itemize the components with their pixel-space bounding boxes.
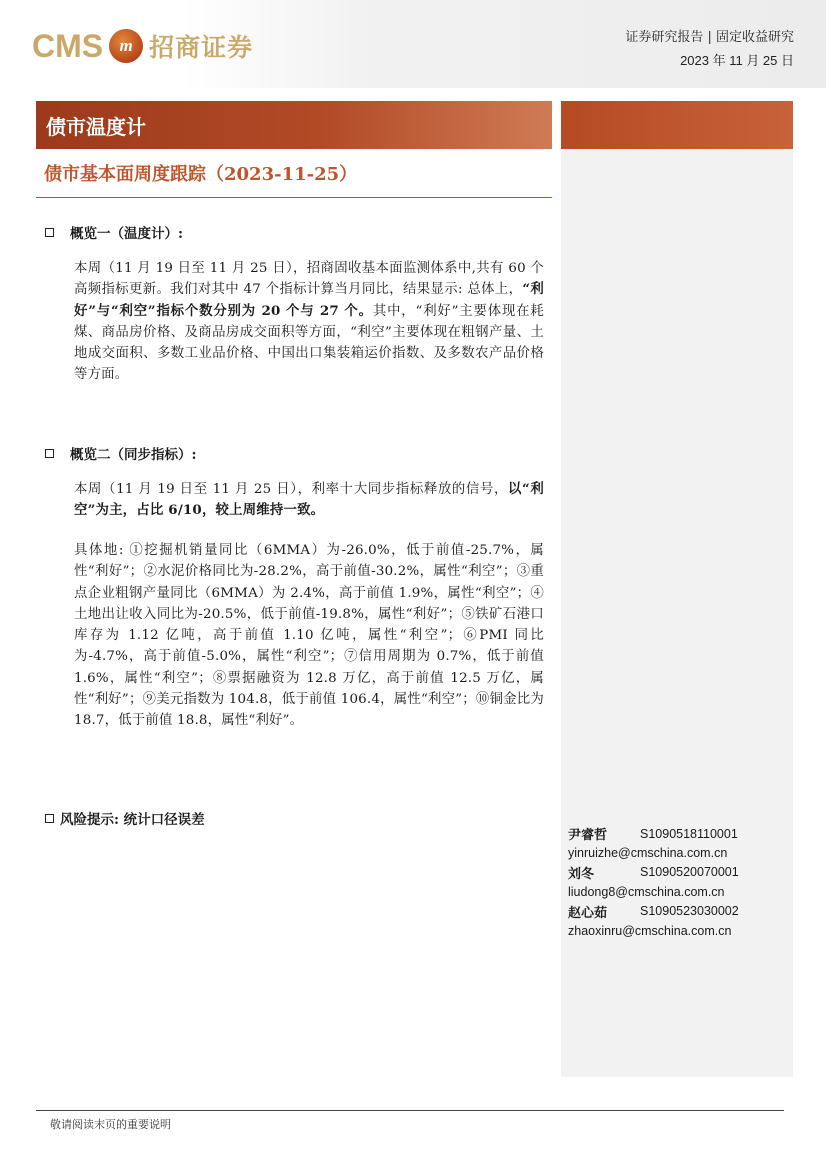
analyst-name: 尹睿哲 xyxy=(568,828,608,844)
analyst-id: S1090520070001 xyxy=(640,865,739,880)
analyst-id: S1090523030002 xyxy=(640,904,739,919)
subtitle-divider xyxy=(36,197,552,198)
report-subtitle: 债市基本面周度跟踪（2023-11-25） xyxy=(44,164,358,185)
logo-cms-text: CMS xyxy=(32,27,104,64)
section1-heading: 概览一（温度计）: xyxy=(45,222,183,242)
footer-divider xyxy=(36,1110,784,1111)
footer-note: 敬请阅读末页的重要说明 xyxy=(50,1118,171,1131)
analyst-entry xyxy=(568,902,798,941)
logo-mark-icon: m xyxy=(109,29,143,63)
section2-heading: 概览二（同步指标）: xyxy=(45,443,196,463)
report-title: 债市温度计 xyxy=(46,115,146,139)
bullet-square-icon xyxy=(45,814,54,823)
section1-bold-text: “利好”与“利空”指标个数分别为 20 个与 27 个。 xyxy=(74,281,544,319)
section1-paragraph: 本周（11 月 19 日至 11 月 25 日），招商固收基本面监测体系中,共有 60 个高频指标更新。我们对其中 47 个指标计算当月同比，结果显示: 总体上，“利好”与“利空”指标个数分别为 20 个与 27 个。其中，“利好”主要体现在耗煤、商品房价格、及商品房成交面积等方面，“利空”主要体现在粗钢产量、土地成交面积、多数工业品价格、中国出口集装箱运价指数、及多数农产品价格等方面。 xyxy=(74,261,544,383)
bullet-square-icon xyxy=(45,449,54,458)
section2-bold-text: 以“利空”为主，占比 6/10，较上周维持一致。 xyxy=(74,481,544,519)
company-logo xyxy=(32,22,253,70)
analyst-id: S1090518110001 xyxy=(640,826,738,841)
title-bar xyxy=(36,101,552,149)
analyst-name: 赵心茹 xyxy=(568,905,608,921)
analyst-email[interactable]: yinruizhe@cmschina.com.cn xyxy=(568,846,728,861)
bullet-square-icon xyxy=(45,228,54,237)
analyst-entry xyxy=(568,824,798,863)
risk-heading: 风险提示: 统计口径误差 xyxy=(45,808,205,828)
analyst-list xyxy=(568,824,798,940)
analyst-entry xyxy=(568,863,798,902)
analyst-email[interactable]: liudong8@cmschina.com.cn xyxy=(568,884,725,899)
report-date: 2023 年 11 月 25 日 xyxy=(680,53,794,68)
report-type: 证券研究报告 | 固定收益研究 xyxy=(625,30,794,45)
sidebar-header-bar xyxy=(561,101,793,149)
analyst-name: 刘冬 xyxy=(568,866,595,882)
analyst-email[interactable]: zhaoxinru@cmschina.com.cn xyxy=(568,923,732,938)
section2-details: 具体地: ①挖掘机销量同比（6MMA）为-26.0%，低于前值-25.7%，属性“利好”；②水泥价格同比为-28.2%，高于前值-30.2%，属性“利空”；③重点企业粗钢产量同比（6MMA）为 2.4%，高于前值 1.9%，属性“利空”；④土地出让收入同比为-20.5%，低于前值-19.8%，属性“利好”；⑤铁矿石港口库存为 1.12 亿吨，高于前值 1.10 亿吨，属性“利空”；⑥PMI 同比为-4.7%，高于前值-5.0%，属性“利空”；⑦信用周期为 0.7%，低于前值 1.6%，属性“利空”；⑧票据融资为 12.8 万亿，高于前值 12.5 万亿，属性“利好”；⑨美元指数为 104.8，低于前值 106.4，属性“利空”；⑩铜金比为 18.7，低于前值 18.8，属性“利好”。 xyxy=(74,543,544,729)
logo-chinese-text: 招商证券 xyxy=(149,33,254,62)
section2-paragraph: 本周（11 月 19 日至 11 月 25 日），利率十大同步指标释放的信号，以“利空”为主，占比 6/10，较上周维持一致。 xyxy=(74,481,544,519)
